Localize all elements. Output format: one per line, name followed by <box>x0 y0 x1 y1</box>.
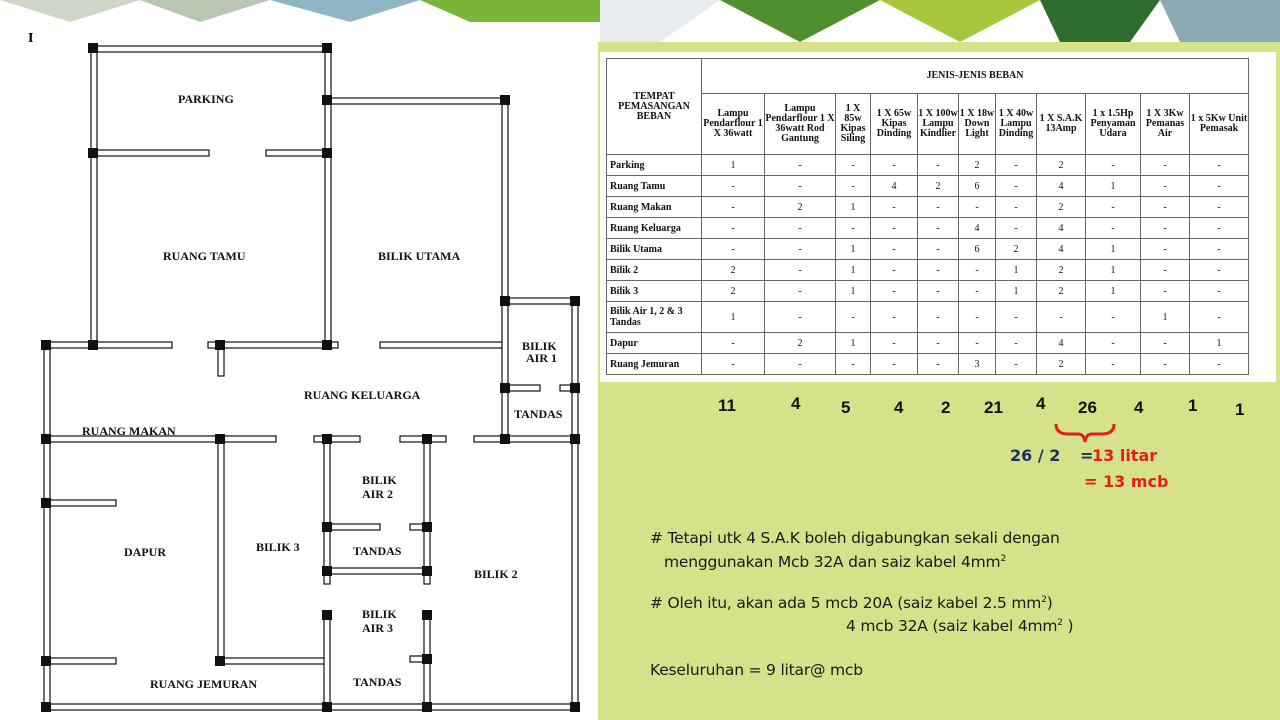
table-cell: - <box>702 333 765 354</box>
table-cell: 2 <box>1037 354 1086 375</box>
table-cell: - <box>996 197 1037 218</box>
room-label-bilik-air-1: BILIK <box>522 339 557 353</box>
place-header: TEMPAT PEMASANGAN BEBAN <box>607 59 702 155</box>
column-header: 1 X 100w Lampu Kindlier <box>918 94 959 155</box>
table-cell: - <box>918 218 959 239</box>
table-cell: - <box>959 333 996 354</box>
table-cell: - <box>1086 155 1141 176</box>
table-cell: - <box>702 176 765 197</box>
table-cell-place: Ruang Keluarga <box>607 218 702 239</box>
table-cell: - <box>871 239 918 260</box>
table-cell: 2 <box>959 155 996 176</box>
room-label-tandas-3: TANDAS <box>353 675 402 689</box>
table-cell: - <box>918 260 959 281</box>
table-cell: - <box>1190 155 1249 176</box>
column-total: 1 <box>1188 396 1198 415</box>
table-cell: 1 <box>702 302 765 333</box>
table-cell: - <box>918 354 959 375</box>
table-row <box>607 302 1249 333</box>
room-label-ruang-tamu: RUANG TAMU <box>163 249 246 263</box>
table-cell: 1 <box>1086 239 1141 260</box>
table-cell: - <box>1141 333 1190 354</box>
column-total: 11 <box>718 396 736 415</box>
table-cell: - <box>1086 333 1141 354</box>
table-cell: - <box>918 239 959 260</box>
table-cell-place: Ruang Jemuran <box>607 354 702 375</box>
group-header: JENIS-JENIS BEBAN <box>702 59 1249 94</box>
table-cell-place: Bilik Utama <box>607 239 702 260</box>
table-cell: 1 <box>702 155 765 176</box>
floor-plan-panel <box>8 22 598 720</box>
column-total: 1 <box>1235 400 1245 419</box>
calc-equals: = <box>1080 446 1094 465</box>
table-cell: 2 <box>996 239 1037 260</box>
column-header: Lampu Pendarflour 1 X 36watt Rod Gantung <box>765 94 836 155</box>
table-cell-place: Parking <box>607 155 702 176</box>
table-cell: - <box>1141 176 1190 197</box>
table-cell-place: Ruang Makan <box>607 197 702 218</box>
table-cell: - <box>918 302 959 333</box>
column-header: Lampu Pendarflour 1 X 36watt <box>702 94 765 155</box>
table-cell: 1 <box>996 281 1037 302</box>
table-cell: - <box>918 333 959 354</box>
column-header: 1 X 3Kw Pemanas Air <box>1141 94 1190 155</box>
table-row <box>607 333 1249 354</box>
table-body <box>607 155 1249 375</box>
room-label-bilik-utama: BILIK UTAMA <box>378 249 461 263</box>
table-cell-place: Bilik 3 <box>607 281 702 302</box>
plan-marker: I <box>28 31 34 46</box>
table-cell: - <box>871 354 918 375</box>
table-cell: - <box>702 218 765 239</box>
room-label-dapur: DAPUR <box>124 545 166 559</box>
table-cell: - <box>765 155 836 176</box>
load-table <box>606 58 1249 375</box>
table-cell: - <box>1190 302 1249 333</box>
table-cell: - <box>1141 197 1190 218</box>
table-cell: - <box>1190 176 1249 197</box>
column-header: 1 X 65w Kipas Dinding <box>871 94 918 155</box>
table-row <box>607 260 1249 281</box>
table-cell: - <box>765 176 836 197</box>
table-cell: 2 <box>765 197 836 218</box>
calc-result-mcb: = 13 mcb <box>1084 472 1169 491</box>
table-cell: - <box>1190 239 1249 260</box>
table-cell: - <box>765 239 836 260</box>
column-header-row <box>607 94 1249 155</box>
calc-result-litar: 13 litar <box>1092 446 1158 465</box>
table-cell: 2 <box>1037 281 1086 302</box>
room-label-air-3: AIR 3 <box>362 621 394 635</box>
table-cell: 1 <box>1086 176 1141 197</box>
table-cell: 2 <box>702 260 765 281</box>
table-cell: - <box>1086 354 1141 375</box>
room-label-air-2: AIR 2 <box>362 487 394 501</box>
table-cell: 3 <box>959 354 996 375</box>
room-label-bilik-3: BILIK 3 <box>256 540 300 554</box>
table-row <box>607 155 1249 176</box>
column-header: 1 X 40w Lampu Dinding <box>996 94 1037 155</box>
column-header: 1 X S.A.K 13Amp <box>1037 94 1086 155</box>
table-row <box>607 218 1249 239</box>
table-cell: - <box>1190 281 1249 302</box>
table-cell: 1 <box>1086 281 1141 302</box>
room-label-parking: PARKING <box>178 92 234 106</box>
table-row <box>607 354 1249 375</box>
column-total: 26 <box>1078 398 1097 417</box>
table-cell: 1 <box>1190 333 1249 354</box>
table-cell: - <box>918 281 959 302</box>
note-line-1: # Tetapi utk 4 S.A.K boleh digabungkan sekali dengan <box>650 529 1060 547</box>
table-cell: - <box>871 281 918 302</box>
column-total: 4 <box>1134 398 1144 417</box>
table-cell: - <box>959 197 996 218</box>
calculation-panel <box>598 42 1280 720</box>
table-cell: - <box>765 218 836 239</box>
column-header: 1 X 85w Kipas Siling <box>836 94 871 155</box>
note-line-3: # Oleh itu, akan ada 5 mcb 20A (saiz kabel 2.5 $mm^2$) <box>650 594 1053 612</box>
table-cell-place: Dapur <box>607 333 702 354</box>
table-cell: 2 <box>765 333 836 354</box>
table-cell: - <box>836 302 871 333</box>
table-cell: 4 <box>1037 239 1086 260</box>
table-row <box>607 176 1249 197</box>
table-cell: 1 <box>996 260 1037 281</box>
table-cell: - <box>918 197 959 218</box>
table-cell: - <box>871 155 918 176</box>
table-cell: 2 <box>702 281 765 302</box>
table-cell: 4 <box>1037 333 1086 354</box>
table-cell: - <box>1141 260 1190 281</box>
table-cell: 4 <box>959 218 996 239</box>
table-cell: - <box>996 176 1037 197</box>
room-label-ruang-keluarga: RUANG KELUARGA <box>304 388 421 402</box>
table-cell: 2 <box>1037 260 1086 281</box>
table-cell: - <box>996 333 1037 354</box>
room-label-tandas-1: TANDAS <box>514 407 563 421</box>
table-row <box>607 281 1249 302</box>
table-cell: - <box>871 260 918 281</box>
room-label-ruang-jemuran: RUANG JEMURAN <box>150 677 257 691</box>
note-line-5: Keseluruhan = 9 litar@ mcb <box>650 661 863 679</box>
calc-division: 26 / 2 <box>1010 446 1061 465</box>
table-cell: - <box>1141 354 1190 375</box>
column-header: 1 x 5Kw Unit Pemasak <box>1190 94 1249 155</box>
table-cell: - <box>871 302 918 333</box>
table-cell: - <box>959 260 996 281</box>
table-cell: - <box>871 197 918 218</box>
column-header: 1 x 1.5Hp Penyaman Udara <box>1086 94 1141 155</box>
column-total: 5 <box>841 398 851 417</box>
table-cell: - <box>836 218 871 239</box>
table-cell: - <box>1190 354 1249 375</box>
table-cell: - <box>765 260 836 281</box>
column-header: 1 X 18w Down Light <box>959 94 996 155</box>
table-cell: - <box>836 176 871 197</box>
table-cell: 4 <box>871 176 918 197</box>
table-cell: - <box>702 354 765 375</box>
table-cell: - <box>871 218 918 239</box>
table-cell: 6 <box>959 239 996 260</box>
table-cell: 6 <box>959 176 996 197</box>
room-label-bilik-2: BILIK 2 <box>474 567 518 581</box>
table-cell: - <box>765 302 836 333</box>
table-cell: - <box>836 155 871 176</box>
table-cell-place: Ruang Tamu <box>607 176 702 197</box>
floor-plan-drawing <box>8 22 598 720</box>
table-cell: 1 <box>836 239 871 260</box>
table-cell: - <box>702 239 765 260</box>
table-cell: 1 <box>836 197 871 218</box>
table-cell: - <box>1190 197 1249 218</box>
table-cell: 1 <box>836 260 871 281</box>
table-cell: - <box>765 281 836 302</box>
table-cell: - <box>1086 197 1141 218</box>
table-cell: - <box>871 333 918 354</box>
column-total: 2 <box>941 398 951 417</box>
table-row <box>607 239 1249 260</box>
table-cell: 2 <box>918 176 959 197</box>
table-cell: - <box>959 281 996 302</box>
table-cell: - <box>1086 218 1141 239</box>
table-cell: 1 <box>1086 260 1141 281</box>
table-cell: - <box>1190 218 1249 239</box>
column-total: 21 <box>984 398 1003 417</box>
note-line-4: 4 mcb 32A (saiz kabel $4mm^2$ ) <box>846 617 1074 635</box>
table-cell: - <box>1141 239 1190 260</box>
room-label-air-1: AIR 1 <box>526 351 558 365</box>
table-cell: - <box>918 155 959 176</box>
column-total: 4 <box>1036 394 1046 413</box>
table-cell: - <box>996 155 1037 176</box>
table-cell: - <box>836 354 871 375</box>
table-cell: - <box>1141 281 1190 302</box>
table-cell: 2 <box>1037 197 1086 218</box>
table-cell: 1 <box>1141 302 1190 333</box>
note-line-2: menggunakan Mcb 32A dan saiz kabel $4mm^2$ <box>664 553 1006 571</box>
table-cell: - <box>702 197 765 218</box>
room-label-bilik-air-3: BILIK <box>362 607 397 621</box>
table-cell: 4 <box>1037 176 1086 197</box>
table-cell: - <box>996 218 1037 239</box>
table-header-row <box>607 59 1249 94</box>
table-cell: - <box>1141 218 1190 239</box>
table-cell: - <box>765 354 836 375</box>
table-cell: - <box>959 302 996 333</box>
room-label-ruang-makan: RUANG MAKAN <box>82 424 176 438</box>
column-total: 4 <box>894 398 904 417</box>
table-cell: 2 <box>1037 155 1086 176</box>
table-cell: - <box>1037 302 1086 333</box>
table-cell: 4 <box>1037 218 1086 239</box>
room-label-bilik-air-2: BILIK <box>362 473 397 487</box>
load-table-frame <box>600 52 1276 382</box>
table-cell: - <box>1141 155 1190 176</box>
column-total: 4 <box>791 394 801 413</box>
table-cell-place: Bilik Air 1, 2 & 3 Tandas <box>607 302 702 333</box>
table-cell: - <box>996 354 1037 375</box>
table-cell: 1 <box>836 281 871 302</box>
room-label-tandas-2: TANDAS <box>353 544 402 558</box>
table-cell: - <box>1190 260 1249 281</box>
table-cell: - <box>996 302 1037 333</box>
table-row <box>607 197 1249 218</box>
table-cell-place: Bilik 2 <box>607 260 702 281</box>
table-cell: - <box>1086 302 1141 333</box>
table-cell: 1 <box>836 333 871 354</box>
